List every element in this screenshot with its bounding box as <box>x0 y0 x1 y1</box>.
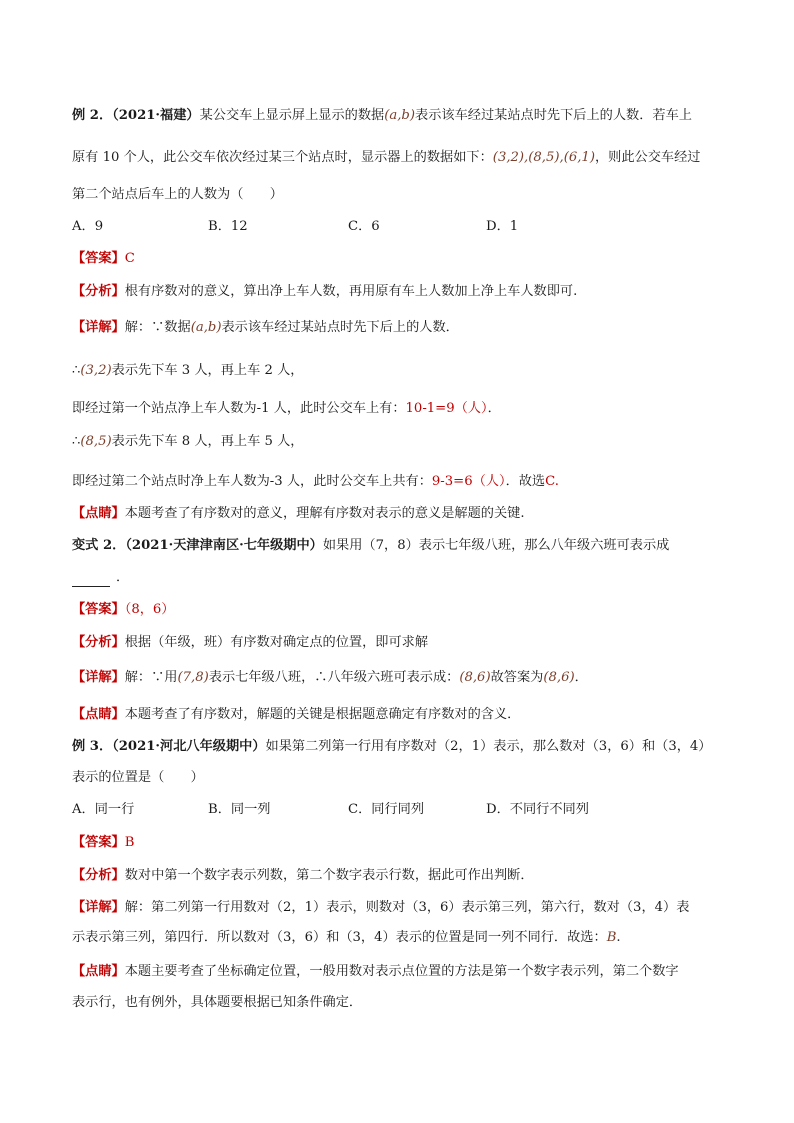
ex3-comment-line1: 【点睛】本题主要考查了坐标确定位置，一般用数对表示点位置的方法是第一个数字表示列，第二个数字 <box>72 964 679 979</box>
ex3-option-c: C．同行同列 <box>348 802 425 817</box>
ex3-detail-line1: 【详解】解：第二列第一行用数对（2，1）表示，则数对（3，6）表示第三列，第六行，数对（3，4）表 <box>72 900 690 915</box>
ex3-answer: 【答案】B <box>72 835 135 850</box>
ex3-option-b: B．同一列 <box>208 802 271 817</box>
ex2-math-ab: (a,b) <box>384 108 416 123</box>
ex2-detail-line2: ∴(3,2)表示先下车 3 人，再上车 2 人， <box>72 363 304 378</box>
ex2-detail-line4: ∴(8,5)表示先下车 8 人，再上车 5 人， <box>72 434 304 449</box>
ex3-label: 例 3．（2021·河北八年级期中） <box>72 739 266 754</box>
ex3-option-d: D．不同行不同列 <box>486 802 589 817</box>
ex2-math-data: (3,2),(8,5),(6,1) <box>492 150 595 165</box>
ex2-option-d: D．1 <box>486 219 519 234</box>
ex3-stem-line1: 例 3．（2021·河北八年级期中）如果第二列第一行用有序数对（2，1）表示，那么数对（3，6）和（3，4） <box>72 739 712 754</box>
var2-analysis: 【分析】根据（年级，班）有序数对确定点的位置，即可求解 <box>72 635 429 650</box>
ex3-option-a: A．同一行 <box>72 802 135 817</box>
ex2-stem-line2: 原有 10 个人，此公交车依次经过某三个站点时，显示器上的数据如下：(3,2),(8,5),(6,1)，则此公交车经过 <box>72 150 701 165</box>
ex2-detail-line3: 即经过第一个站点净上车人数为-1 人，此时公交车上有：10-1=9（人）． <box>72 401 501 416</box>
ex2-detail-line5: 即经过第二个站点时净上车人数为-3 人，此时公交车上共有：9-3=6（人）．故选C. <box>72 474 559 489</box>
ex2-comment: 【点睛】本题考查了有序数对的意义，理解有序数对表示的意义是解题的关键. <box>72 506 525 521</box>
ex2-label: 例 2．（2021·福建） <box>72 108 200 123</box>
ex2-stem-line1: 例 2．（2021·福建）某公交车上显示屏上显示的数据(a,b)表示该车经过某站点时先下后上的人数．若车上 <box>72 108 692 123</box>
var2-detail: 【详解】解：∵用(7,8)表示七年级八班，∴八年级六班可表示成：(8,6)故答案为(8,6)． <box>72 670 588 685</box>
ex3-stem-line2: 表示的位置是（ ） <box>72 770 204 785</box>
ex2-option-b: B．12 <box>208 219 248 234</box>
var2-label: 变式 2．（2021·天津津南区·七年级期中） <box>72 538 323 553</box>
var2-answer: 【答案】（8，6） <box>72 602 175 617</box>
ex2-answer: 【答案】C <box>72 251 135 266</box>
ex3-detail-line2: 示表示第三列，第四行．所以数对（3，6）和（3，4）表示的位置是同一列不同行．故选：B. <box>72 930 621 945</box>
ex2-option-a: A．9 <box>72 219 104 234</box>
var2-stem-line2: ． <box>72 569 129 587</box>
ex2-option-c: C．6 <box>348 219 380 234</box>
ex2-analysis: 【分析】根有序数对的意义，算出净上车人数，再用原有车上人数加上净上车人数即可. <box>72 284 578 299</box>
var2-comment: 【点睛】本题考查了有序数对，解题的关键是根据题意确定有序数对的含义． <box>72 707 521 722</box>
ex3-comment-line2: 表示行，也有例外，具体题要根据已知条件确定． <box>72 995 363 1010</box>
ex3-analysis: 【分析】数对中第一个数字表示列数，第二个数字表示行数，据此可作出判断． <box>72 868 534 883</box>
ex2-stem-line3: 第二个站点后车上的人数为（ ） <box>72 187 283 202</box>
answer-blank <box>72 572 110 587</box>
var2-stem-line1: 变式 2．（2021·天津津南区·七年级期中）如果用（7，8）表示七年级八班，那么八年级六班可表示成 <box>72 538 670 553</box>
ex2-detail-line1: 【详解】解：∵数据(a,b)表示该车经过某站点时先下后上的人数． <box>72 320 459 335</box>
